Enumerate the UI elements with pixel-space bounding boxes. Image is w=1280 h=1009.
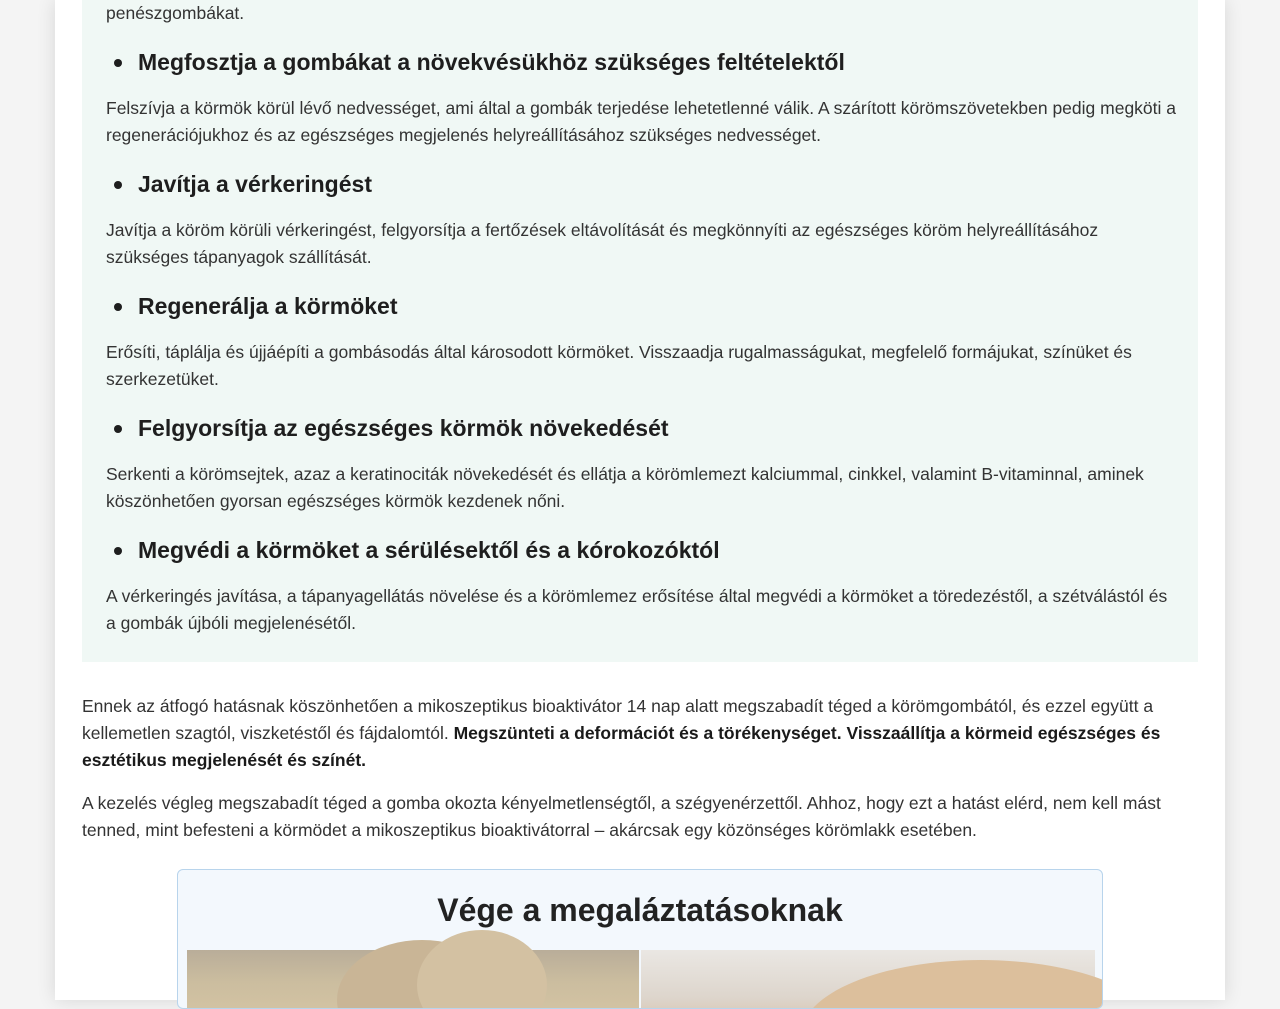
paragraph-effect: Ennek az átfogó hatásnak köszönhetően a mikoszeptikus bioaktivátor 14 nap alatt megszabadít téged a körömgombától, és ezzel együtt a kellemetlen szagtól, viszketéstől és fájdalomtól. Megszünteti a deformációt és a törékenységet. Visszaállítja a körmeid egészséges és esztétikus megjelenését és színét. <box>82 696 1161 770</box>
benefit-text-1: Felszívja a körmök körül lévő nedvességet, ami által a gombák terjedése lehetetlenné válik. A szárított körömszövetekben pedig megköti a regenerációjukhoz és az egészséges megjelenés helyreállításához szükséges nedvességet. <box>106 98 1177 145</box>
benefit-text-4: Serkenti a körömsejtek, azaz a keratinociták növekedését és ellátja a körömlemezt kalciummal, cinkkel, valamint B-vitaminnal, aminek köszönhetően gyorsan egészséges körmök kezdenek nőni. <box>106 464 1144 511</box>
benefit-heading-1: Megfosztja a gombákat a növekvésükhöz szükséges feltételektől <box>138 47 845 77</box>
benefit-text-3: Erősíti, táplálja és újjáépíti a gombásodás által károsodott körmöket. Visszaadja rugalmasságukat, megfelelő formájukat, színüket és szerkezetüket. <box>106 342 1132 389</box>
before-photo <box>187 950 639 1009</box>
benefit-text-5: A vérkeringés javítása, a tápanyagellátás növelése és a körömlemez erősítése által megvédi a körmöket a töredezéstől, a szétválástól és a gombák újbóli megjelenésétől. <box>106 586 1168 633</box>
bullet-icon <box>114 181 122 189</box>
after-photo <box>641 950 1095 1009</box>
intro-fragment: penészgombákat. <box>106 3 245 23</box>
benefits-section <box>82 0 1198 662</box>
paragraph-effect-bold: Megszünteti a deformációt és a törékenységet. Visszaállítja a körmeid egészséges és esztétikus megjelenését és színét. <box>82 723 1161 770</box>
bullet-icon <box>114 303 122 311</box>
bullet-icon <box>114 425 122 433</box>
benefit-heading-4: Felgyorsítja az egészséges körmök növekedését <box>138 413 669 443</box>
before-after-box <box>177 869 1103 1009</box>
benefit-heading-5: Megvédi a körmöket a sérülésektől és a kórokozóktól <box>138 535 720 565</box>
article-page <box>55 0 1225 1000</box>
paragraph-treatment: A kezelés végleg megszabadít téged a gomba okozta kényelmetlenségtől, a szégyenérzettől. Ahhoz, hogy ezt a hatást elérd, nem kell mást tenned, mint befesteni a körmödet a mikoszeptikus bioaktivátorral – akárcsak egy közönséges körömlakk esetében. <box>82 793 1161 840</box>
bullet-icon <box>114 59 122 67</box>
benefit-text-2: Javítja a köröm körüli vérkeringést, felgyorsítja a fertőzések eltávolítását és megkönnyíti az egészséges köröm helyreállításához szükséges tápanyagok szállítását. <box>106 220 1099 267</box>
box-title: Vége a megaláztatásoknak <box>437 892 843 928</box>
bullet-icon <box>114 547 122 555</box>
benefit-heading-2: Javítja a vérkeringést <box>138 169 372 199</box>
benefit-heading-3: Regenerálja a körmöket <box>138 291 398 321</box>
